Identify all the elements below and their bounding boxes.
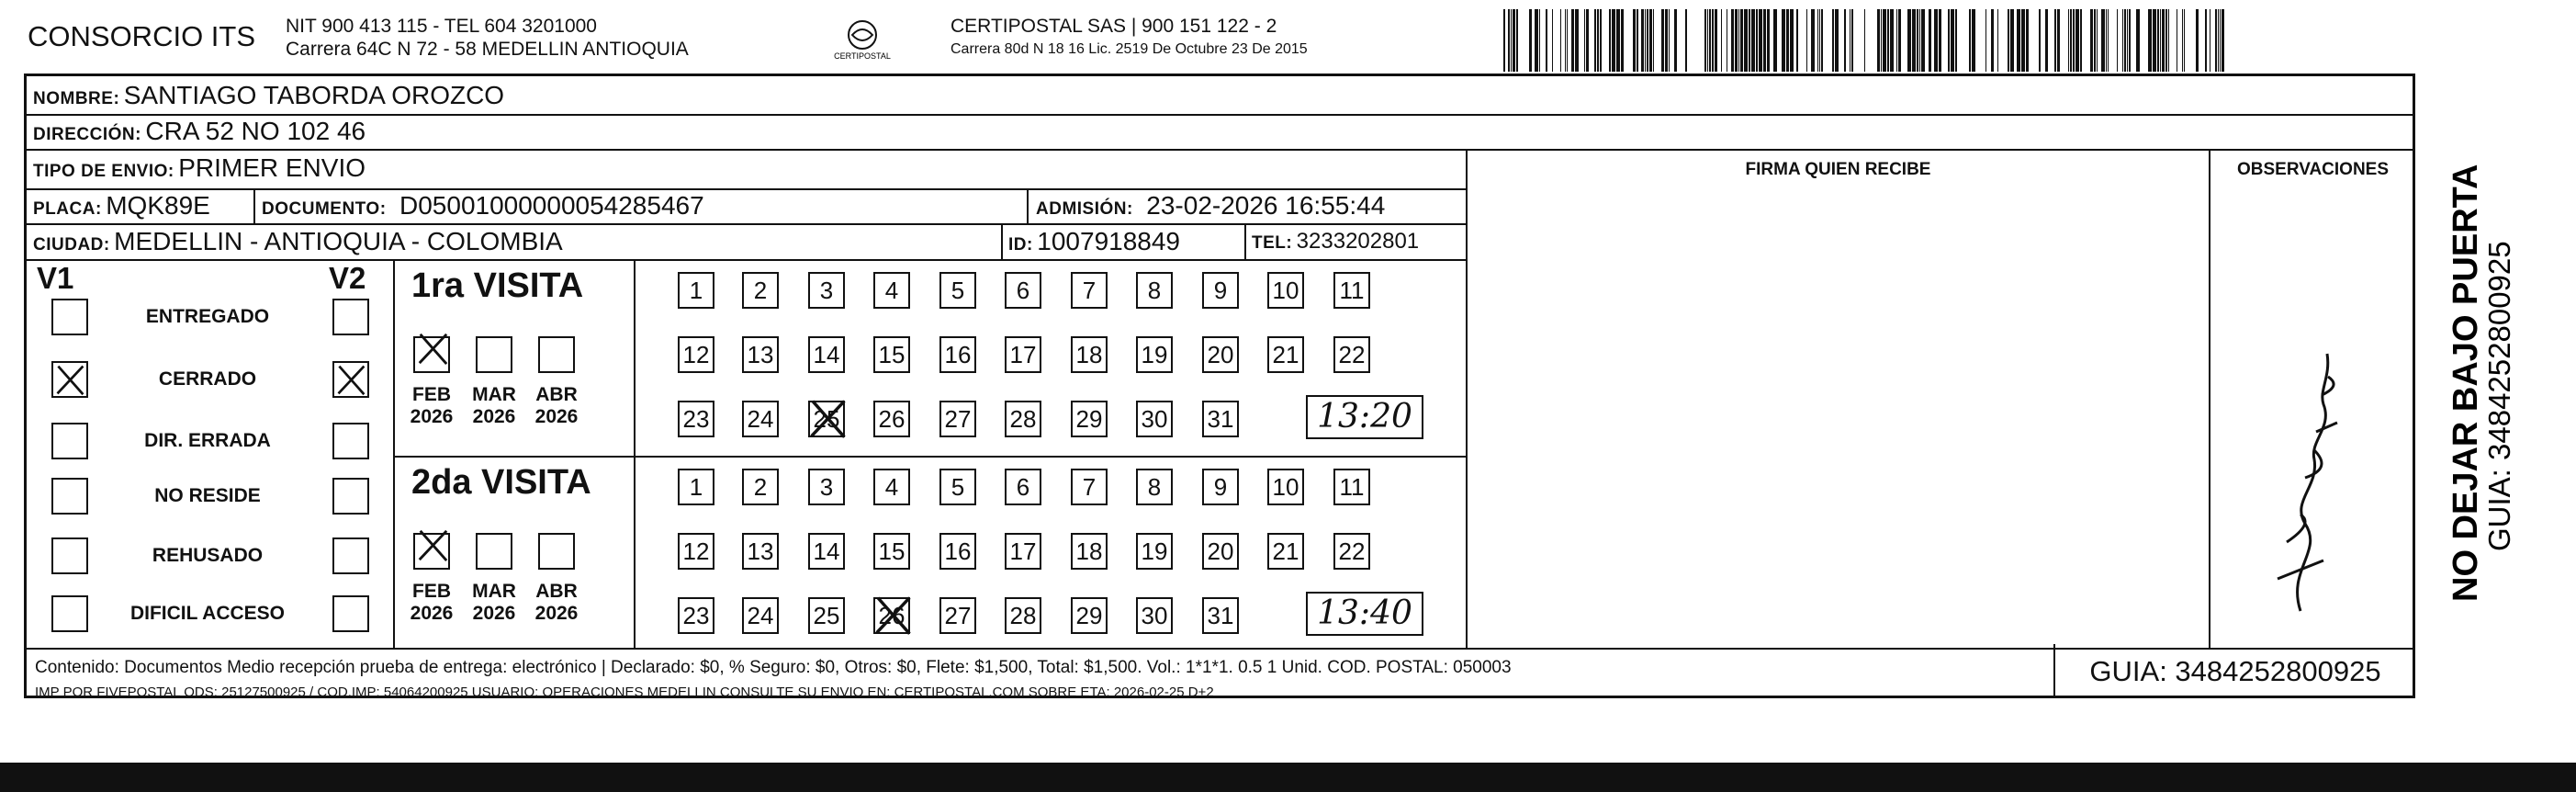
day-box[interactable]: 13: [742, 533, 779, 570]
barcode-bar: [1735, 9, 1738, 72]
day-box[interactable]: 15: [873, 533, 910, 570]
v1-checkbox[interactable]: [51, 361, 88, 398]
footer-imp: IMP POR FIVEPOSTAL ODS: 25127500925 / COD.IMP: 54064200925 USUARIO: OPERACIONES MEDELLIN CONSULTE SU ENVIO EN: CERTIPOSTAL.COM SOBRE ETA: 2026-02-25 D+2: [35, 685, 1214, 700]
day-box[interactable]: 27: [939, 401, 976, 437]
barcode-bar: [2101, 9, 2105, 72]
barcode-bar: [1539, 9, 1540, 72]
placa-label: PLACA:: [33, 199, 102, 219]
month-year: 2026: [472, 603, 516, 624]
svg-text:CERTIPOSTAL: CERTIPOSTAL: [834, 51, 891, 61]
day-box[interactable]: 20: [1202, 336, 1239, 373]
day-box[interactable]: 3: [808, 469, 845, 505]
tel-row: [1252, 229, 1419, 255]
day-box[interactable]: 9: [1202, 272, 1239, 309]
barcode-bar: [2124, 9, 2126, 72]
day-box[interactable]: 21: [1267, 336, 1304, 373]
barcode-bar: [2218, 9, 2219, 72]
carrier-name: CERTIPOSTAL SAS | 900 151 122 - 2: [951, 16, 1277, 37]
barcode-bar: [1951, 9, 1954, 72]
day-box[interactable]: 15: [873, 336, 910, 373]
barcode-bar: [1661, 9, 1664, 72]
day-box[interactable]: 18: [1071, 336, 1108, 373]
barcode-bar: [2205, 9, 2207, 72]
day-box[interactable]: 14: [808, 336, 845, 373]
barcode-bar: [1503, 9, 1505, 72]
visit-time: 13:20: [1306, 395, 1423, 439]
barcode-bar: [1709, 9, 1711, 72]
day-box[interactable]: 26: [873, 401, 910, 437]
barcode-bar: [1759, 9, 1762, 72]
v1-header: V1: [37, 261, 74, 295]
barcode-bar: [1997, 9, 1998, 72]
barcode-bar: [1883, 9, 1886, 72]
barcode-bar: [1508, 9, 1510, 72]
month-checkbox[interactable]: [413, 533, 450, 570]
day-box[interactable]: 4: [873, 469, 910, 505]
month-checkbox[interactable]: [476, 533, 512, 570]
barcode-bar: [1740, 9, 1743, 72]
day-box[interactable]: 5: [939, 469, 976, 505]
status-label: ENTREGADO: [145, 306, 270, 327]
barcode-bar: [1647, 9, 1648, 72]
company-nit: NIT 900 413 115 - TEL 604 3201000: [286, 16, 597, 37]
month-year: 2026: [534, 603, 579, 624]
barcode-bar: [2106, 9, 2107, 72]
admision-row: [1036, 191, 1385, 221]
month-year: 2026: [472, 406, 516, 427]
barcode-bar: [1621, 9, 1624, 72]
nombre-label: NOMBRE:: [33, 89, 120, 108]
month-year: 2026: [410, 406, 454, 427]
barcode-bar: [2021, 9, 2025, 72]
barcode-bar: [2220, 9, 2221, 72]
day-box[interactable]: 28: [1005, 401, 1041, 437]
status-label: NO RESIDE: [154, 485, 261, 506]
barcode-bar: [1744, 9, 1748, 72]
firma-header: FIRMA QUIEN RECIBE: [1745, 160, 1931, 179]
nombre-row: [33, 81, 504, 110]
barcode-bar: [2090, 9, 2093, 72]
guia-number: GUIA: 3484252800925: [2053, 644, 2415, 698]
nombre-value: SANTIAGO TABORDA OROZCO: [123, 81, 505, 109]
barcode-bar: [1637, 9, 1638, 72]
barcode-bar: [1991, 9, 1994, 72]
barcode-bar: [1851, 9, 1853, 72]
barcode-bar: [1773, 9, 1777, 72]
day-box[interactable]: 13: [742, 336, 779, 373]
barcode-bar: [2117, 9, 2118, 72]
v1-checkbox[interactable]: [51, 595, 88, 632]
v1-checkbox[interactable]: [51, 299, 88, 335]
barcode-bar: [1738, 9, 1739, 72]
month-label: [404, 581, 459, 625]
day-box[interactable]: 8: [1136, 272, 1173, 309]
month-year: 2026: [534, 406, 579, 427]
barcode-bar: [2148, 9, 2152, 72]
v2-checkbox[interactable]: [332, 361, 369, 398]
side-warning-text: NO DEJAR BAJO PUERTA: [2447, 164, 2485, 602]
day-box[interactable]: 23: [678, 597, 714, 634]
barcode-bar: [1811, 9, 1815, 72]
day-box[interactable]: 4: [873, 272, 910, 309]
barcode-bar: [1907, 9, 1911, 72]
admision-label: ADMISIÓN:: [1036, 199, 1133, 219]
barcode-bar: [1969, 9, 1971, 72]
day-box[interactable]: 23: [678, 401, 714, 437]
barcode-bar: [1835, 9, 1839, 72]
tel-value: 3233202801: [1296, 229, 1420, 254]
month-label: [467, 581, 522, 625]
barcode-bar: [1751, 9, 1755, 72]
id-label: ID:: [1008, 235, 1033, 255]
barcode-bar: [1653, 9, 1654, 72]
documento-row: [262, 191, 704, 221]
v2-checkbox[interactable]: [332, 299, 369, 335]
barcode-bar: [2129, 9, 2131, 72]
footer-contenido: Contenido: Documentos Medio recepción prueba de entrega: electrónico | Declarado: $0, % Seguro: $0, Otros: $0, Flete: $1,500, Total: $1,500. Vol.: 1*1*1. 0.5 1 Unid. COD. POSTAL: 050003: [35, 658, 1512, 677]
barcode-bar: [1921, 9, 1925, 72]
v2-checkbox[interactable]: [332, 478, 369, 515]
barcode-bar: [1939, 9, 1941, 72]
day-box[interactable]: 12: [678, 533, 714, 570]
v1-checkbox[interactable]: [51, 423, 88, 459]
barcode-bar: [1763, 9, 1766, 72]
barcode-bar: [1633, 9, 1636, 72]
barcode-bar: [1704, 9, 1706, 72]
day-box[interactable]: 5: [939, 272, 976, 309]
day-box[interactable]: 14: [808, 533, 845, 570]
barcode-bar: [1934, 9, 1938, 72]
tel-label: TEL:: [1252, 233, 1293, 253]
barcode-bar: [1535, 9, 1538, 72]
day-box[interactable]: 25: [808, 401, 845, 437]
day-box[interactable]: 19: [1136, 533, 1173, 570]
day-box[interactable]: 18: [1071, 533, 1108, 570]
barcode-bar: [2068, 9, 2069, 72]
carrier-info: [951, 15, 1308, 61]
barcode-bar: [1896, 9, 1897, 72]
month-label: [467, 384, 522, 428]
day-box[interactable]: 21: [1267, 533, 1304, 570]
day-box[interactable]: 3: [808, 272, 845, 309]
barcode-bar: [1552, 9, 1553, 72]
barcode-bar: [2215, 9, 2217, 72]
month-name: ABR: [535, 581, 578, 602]
day-box[interactable]: 16: [939, 336, 976, 373]
day-box[interactable]: 12: [678, 336, 714, 373]
barcode-bar: [1594, 9, 1596, 72]
barcode-bar: [2073, 9, 2075, 72]
ciudad-value: MEDELLIN - ANTIOQUIA - COLOMBIA: [114, 227, 563, 255]
day-box[interactable]: 10: [1267, 272, 1304, 309]
barcode-bar: [1796, 9, 1798, 72]
barcode-bar: [2075, 9, 2079, 72]
day-box[interactable]: 17: [1005, 533, 1041, 570]
barcode-bar: [1790, 9, 1794, 72]
barcode-bar: [2054, 9, 2056, 72]
barcode-bar: [1881, 9, 1882, 72]
month-name: MAR: [472, 384, 516, 405]
barcode-bar: [2094, 9, 2096, 72]
status-label: REHUSADO: [152, 545, 264, 566]
day-box[interactable]: 1: [678, 272, 714, 309]
day-box[interactable]: 10: [1267, 469, 1304, 505]
day-box[interactable]: 8: [1136, 469, 1173, 505]
day-box[interactable]: 11: [1333, 272, 1370, 309]
month-label: [529, 581, 584, 625]
v1-checkbox[interactable]: [51, 537, 88, 574]
barcode-bar: [1898, 9, 1901, 72]
barcode-bar: [1565, 9, 1566, 72]
day-box[interactable]: 22: [1333, 336, 1370, 373]
barcode-bar: [2196, 9, 2199, 72]
barcode-bar: [2017, 9, 2020, 72]
id-value: 1007918849: [1037, 227, 1181, 255]
tipo-envio-value: PRIMER ENVIO: [178, 153, 366, 182]
barcode-bar: [2080, 9, 2082, 72]
v2-header: V2: [329, 261, 366, 295]
day-box[interactable]: 6: [1005, 272, 1041, 309]
barcode-bar: [1749, 9, 1750, 72]
tipo-envio-row: [33, 153, 366, 183]
company-info: [286, 15, 689, 61]
barcode-bar: [2184, 9, 2185, 72]
barcode-bar: [1669, 9, 1670, 72]
v2-checkbox[interactable]: [332, 595, 369, 632]
day-box[interactable]: 7: [1071, 272, 1108, 309]
status-label: DIR. ERRADA: [144, 430, 271, 451]
day-box[interactable]: 31: [1202, 401, 1239, 437]
barcode-bar: [2127, 9, 2128, 72]
barcode-bar: [1721, 9, 1722, 72]
barcode-bar: [2070, 9, 2072, 72]
barcode-bar: [1844, 9, 1846, 72]
barcode-bar: [1864, 9, 1865, 72]
barcode-bar: [1685, 9, 1687, 72]
month-checkbox[interactable]: [476, 336, 512, 373]
barcode-bar: [1806, 9, 1807, 72]
month-checkbox[interactable]: [538, 533, 575, 570]
barcode-bar: [2222, 9, 2224, 72]
day-box[interactable]: 11: [1333, 469, 1370, 505]
barcode-bar: [1756, 9, 1758, 72]
day-box[interactable]: 24: [742, 401, 779, 437]
barcode-bar: [1612, 9, 1615, 72]
barcode-bar: [1707, 9, 1708, 72]
barcode-bar: [1546, 9, 1547, 72]
barcode-bar: [1985, 9, 1986, 72]
month-name: FEB: [412, 384, 451, 405]
direccion-label: DIRECCIÓN:: [33, 125, 141, 144]
day-box[interactable]: 9: [1202, 469, 1239, 505]
barcode-bar: [2168, 9, 2169, 72]
barcode-bar: [2153, 9, 2156, 72]
side-guia-text: GUIA: 3484252800925: [2482, 241, 2516, 551]
barcode-bar: [2057, 9, 2060, 72]
placa-value: MQK89E: [106, 191, 210, 220]
month-label: [404, 384, 459, 428]
visit-title: 1ra VISITA: [411, 266, 584, 305]
month-year: 2026: [410, 603, 454, 624]
month-name: ABR: [535, 384, 578, 405]
day-box[interactable]: 17: [1005, 336, 1041, 373]
side-warning: [2429, 101, 2576, 616]
month-checkbox[interactable]: [538, 336, 575, 373]
barcode-bar: [1955, 9, 1957, 72]
barcode-bar: [1616, 9, 1620, 72]
day-box[interactable]: 29: [1071, 401, 1108, 437]
barcode-bar: [1575, 9, 1579, 72]
barcode-bar: [2097, 9, 2098, 72]
barcode-bar: [1832, 9, 1834, 72]
barcode-bar: [1665, 9, 1668, 72]
day-box[interactable]: 6: [1005, 469, 1041, 505]
barcode-bar: [1600, 9, 1602, 72]
barcode-bar: [1584, 9, 1585, 72]
barcode-bar: [2008, 9, 2009, 72]
day-box[interactable]: 22: [1333, 533, 1370, 570]
day-box[interactable]: 20: [1202, 533, 1239, 570]
certipostal-logo: [832, 17, 893, 64]
day-box[interactable]: 30: [1136, 401, 1173, 437]
barcode-bar: [2026, 9, 2029, 72]
barcode-bar: [1586, 9, 1589, 72]
day-box[interactable]: 31: [1202, 597, 1239, 634]
day-box[interactable]: 28: [1005, 597, 1041, 634]
v1-checkbox[interactable]: [51, 478, 88, 515]
admision-value: 23-02-2026 16:55:44: [1146, 191, 1386, 220]
bottom-bar: [0, 763, 2576, 792]
barcode-bar: [2165, 9, 2167, 72]
day-box[interactable]: 2: [742, 469, 779, 505]
barcode-bar: [1715, 9, 1717, 72]
barcode-bar: [1609, 9, 1611, 72]
day-box[interactable]: 25: [808, 597, 845, 634]
barcode-bar: [1929, 9, 1931, 72]
barcode-bar: [1516, 9, 1518, 72]
barcode-bar: [2122, 9, 2123, 72]
day-box[interactable]: 19: [1136, 336, 1173, 373]
barcode-bar: [1597, 9, 1599, 72]
visit-title: 2da VISITA: [411, 463, 591, 502]
barcode-bar: [1649, 9, 1652, 72]
barcode-bar: [1674, 9, 1677, 72]
barcode-bar: [1767, 9, 1770, 72]
barcode-bar: [1887, 9, 1889, 72]
barcode-bar: [2010, 9, 2014, 72]
day-box[interactable]: 16: [939, 533, 976, 570]
barcode-bar: [1560, 9, 1561, 72]
day-box[interactable]: 26: [873, 597, 910, 634]
barcode-bar: [2108, 9, 2109, 72]
barcode-bar: [1567, 9, 1568, 72]
id-row: [1008, 227, 1180, 256]
documento-label: DOCUMENTO:: [262, 199, 387, 219]
placa-row: [33, 191, 210, 221]
day-box[interactable]: 2: [742, 272, 779, 309]
day-box[interactable]: 7: [1071, 469, 1108, 505]
v2-checkbox[interactable]: [332, 537, 369, 574]
month-name: FEB: [412, 581, 451, 602]
barcode-bar: [1821, 9, 1823, 72]
barcode-bar: [2160, 9, 2161, 72]
barcode-bar: [1782, 9, 1785, 72]
day-box[interactable]: 30: [1136, 597, 1173, 634]
barcode-bar: [1513, 9, 1515, 72]
barcode-bar: [1877, 9, 1880, 72]
barcode-bar: [1511, 9, 1512, 72]
barcode-bar: [1712, 9, 1714, 72]
barcode-bar: [1641, 9, 1644, 72]
barcode-bar: [1731, 9, 1734, 72]
barcode-bar: [2136, 9, 2140, 72]
status-label: CERRADO: [158, 368, 257, 390]
status-label: DIFICIL ACCESO: [129, 603, 285, 624]
ciudad-row: [33, 227, 563, 256]
day-box[interactable]: 1: [678, 469, 714, 505]
company-name: CONSORCIO ITS: [28, 20, 256, 52]
barcode-bar: [1786, 9, 1789, 72]
month-name: MAR: [472, 581, 516, 602]
day-box[interactable]: 29: [1071, 597, 1108, 634]
direccion-value: CRA 52 NO 102 46: [145, 117, 366, 145]
visit-time: 13:40: [1306, 592, 1423, 636]
tipo-envio-label: TIPO DE ENVIO:: [33, 162, 174, 181]
barcode-bar: [1571, 9, 1574, 72]
barcode-bar: [1912, 9, 1916, 72]
barcode-bar: [1817, 9, 1818, 72]
company-address: Carrera 64C N 72 - 58 MEDELLIN ANTIOQUIA: [286, 39, 689, 60]
month-label: [529, 384, 584, 428]
ciudad-label: CIUDAD:: [33, 235, 110, 255]
barcode-bar: [2157, 9, 2159, 72]
barcode-bar: [1890, 9, 1894, 72]
signature: [2250, 340, 2360, 616]
barcode-bar: [1972, 9, 1975, 72]
day-box[interactable]: 27: [939, 597, 976, 634]
barcode-bar: [1529, 9, 1532, 72]
barcode-bar: [1819, 9, 1820, 72]
barcode-bar: [1645, 9, 1646, 72]
barcode-bar: [1948, 9, 1950, 72]
v2-checkbox[interactable]: [332, 423, 369, 459]
month-checkbox[interactable]: [413, 336, 450, 373]
barcode-bar: [2045, 9, 2048, 72]
direccion-row: [33, 117, 366, 146]
carrier-license: Carrera 80d N 18 16 Lic. 2519 De Octubre 23 De 2015: [951, 41, 1308, 57]
documento-value: D05001000000054285467: [399, 191, 704, 220]
observaciones-header: OBSERVACIONES: [2236, 160, 2390, 179]
barcode-bar: [2039, 9, 2041, 72]
barcode-bar: [2182, 9, 2183, 72]
barcode-bar: [2162, 9, 2165, 72]
barcode-bar: [1917, 9, 1918, 72]
barcode-bar: [1919, 9, 1920, 72]
barcode: [1503, 9, 2229, 72]
day-box[interactable]: 24: [742, 597, 779, 634]
